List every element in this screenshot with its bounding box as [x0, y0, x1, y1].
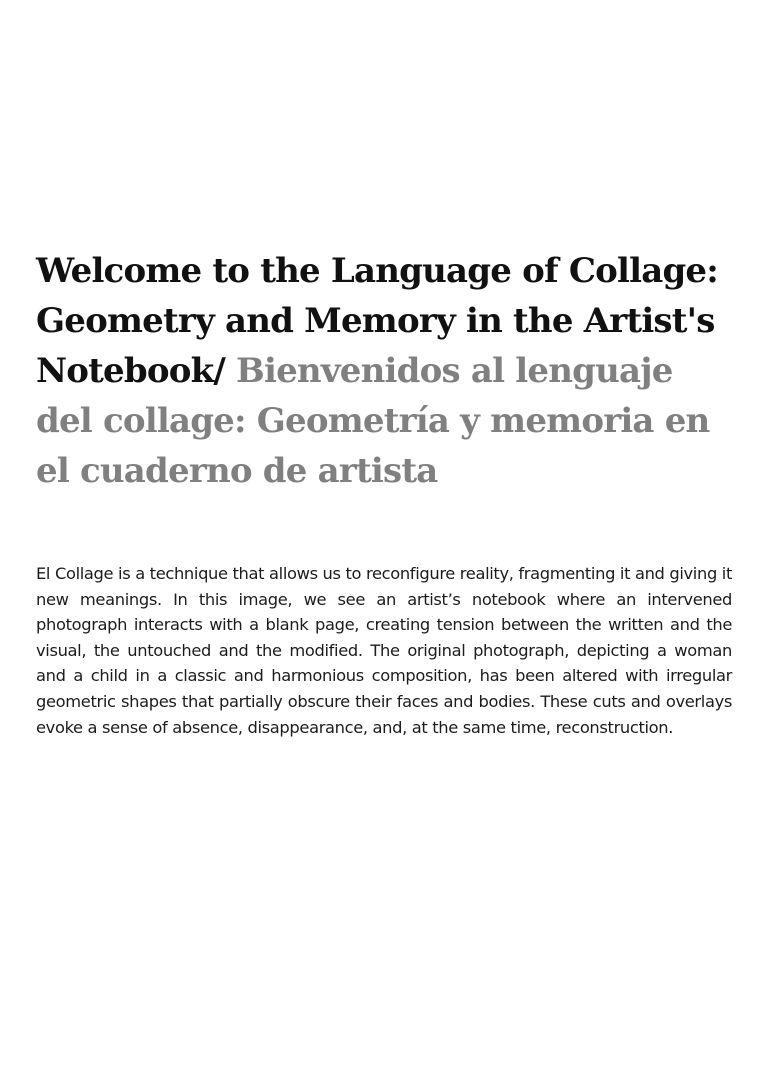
- body-paragraph: El Collage is a technique that allows us to reconfigure reality, fragmenting it and giving it new meanings. In this image, we see an artist’s notebook where an intervened photograph interacts with a blank page, creating tension between the written and the visual, the untouched and the modified. The original photograph, depicting a woman and a child in a classic and harmonious composition, has been altered with irregular geometric shapes that partially obscure their faces and bodies. These cuts and overlays evoke a sense of absence, disappearance, and, at the same time, reconstruction.: [36, 564, 732, 737]
- page-title: [36, 246, 736, 496]
- title-spanish: Bienvenidos al lenguaje del collage: Geometría y memoria en el cuaderno de artista: [36, 351, 710, 491]
- title-english: Welcome to the Language of Collage: Geometry and Memory in the Artist's Notebook/: [36, 251, 719, 391]
